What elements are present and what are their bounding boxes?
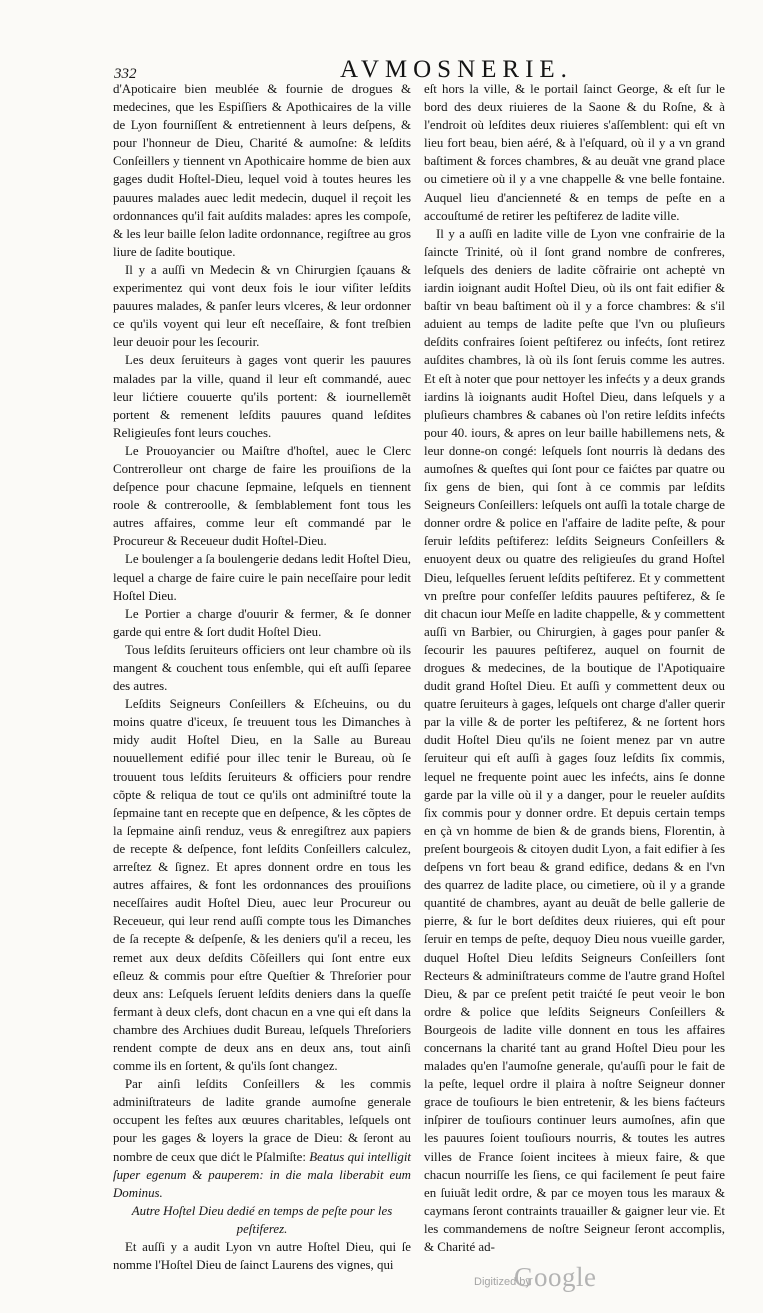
paragraph: Et auſſi y a audit Lyon vn autre Hoſtel Dieu, qui ſe nomme l'Hoſtel Dieu de ſainct Laurens des vignes, qui [113, 1240, 411, 1273]
running-title: AVMOSNERIE. [340, 56, 573, 83]
paragraph: Le Prouoyancier ou Maiſtre d'hoſtel, auec le Clerc Contrerolleur ont charge de faire les prouiſions de la deſpence pour chacune ſepmaine, leſquels en tiennent roole & contreroolle, & ſemblablement font tous les autres affaires, comme leur eſt commandé par le Procureur & Receueur dudit Hoſtel-Dieu. [113, 443, 411, 549]
paragraph: Le boulenger a ſa boulengerie dedans ledit Hoſtel Dieu, lequel a charge de faire cuire le pain neceſſaire pour ledit Hoſtel Dieu. [113, 552, 411, 603]
paragraph-text: Par ainſi leſdits Conſeillers & les commis adminiſtrateurs de ladite grande aumoſne generale occupent les feſtes aux œuures charitables, leſquels ont pour les gages & loyers la grace de Dieu: & ſeront au nombre de ceux que dićt le Pſalmiſte: [113, 1077, 411, 1164]
paragraph: Il y a auſſi vn Medecin & vn Chirurgien ſçauans & experimentez qui vont deux fois le iour viſiter leſdits pauures malades, & panſer leurs vlceres, & leur ordonner ce qu'ils voyent qui leur eſt neceſſaire, & font treſbien leur deuoir pour les ſecourir. [113, 262, 411, 350]
digitized-by-google-watermark [474, 1262, 634, 1302]
section-heading: Autre Hoſtel Dieu dedié en temps de peſte pour les peſtiferez. [131, 1203, 393, 1236]
paragraph: Les deux ſeruiteurs à gages vont querir les pauures malades par la ville, quand il leur eſt commandé, auec leur lićtiere couuerte qu'ils portent: & iournellemẽt portent & remenent leſdits pauures quand leſdites Religieuſes font leurs couches. [113, 353, 411, 440]
paragraph: Le Portier a charge d'ouurir & fermer, & ſe donner garde qui entre & ſort dudit Hoſtel Dieu. [113, 606, 411, 639]
left-column [113, 80, 411, 1273]
paragraph: d'Apoticaire bien meublée & fournie de drogues & medecines, que les Espiſſiers & Apothicaires de la ville de Lyon fourniſſent & entretiennent à leurs deſpens, & pour l'honneur de Dieu, Charité & aumoſne: & leſdits Conſeillers y tiennent vn Apothicaire homme de bien aux gages dudit Hoſtel-Dieu, lequel void à toutes heures les pauures malades auec ledit medecin, duquel il reçoit les ordonnances qu'il fait auſdits malades: apres les compoſe, & les leur baille ſelon ladite ordonnance, regiſtree au gros liure de ſadite boutique. [113, 82, 411, 259]
paragraph [113, 1075, 411, 1202]
digitized-by-label: Digitized by [474, 1276, 531, 1288]
paragraph: Tous leſdits ſeruiteurs officiers ont leur chambre où ils mangent & couchent tous enſemble, qui eſt auſſi ſeparee des autres. [113, 642, 411, 694]
paragraph: eſt hors la ville, & le portail ſainct George, & eſt ſur le bord des deux riuieres de la Saone & du Roſne, & à l'endroit où leſdites deux riuieres s'aſſemblent: qui eſt vn lieu fort beau, bien aéré, & à l'eſquard, où il y a vn grand baſtiment & forces chambres, & au deuãt vne grand place ou cimetiere où il y a vne chappelle & vne belle fontaine. Auquel lieu d'ancienneté & en temps de peſte en a accouſtumé de retirer les peſtiferez de ladite ville. [424, 82, 725, 223]
google-logo: Google [514, 1262, 597, 1292]
page-number: 332 [114, 66, 137, 82]
latin-quote: Beatus qui intelligit ſuper egenum & pauperem: in die mala liberabit eum Dominus. [113, 1149, 411, 1200]
right-column [424, 80, 725, 1254]
paragraph: Il y a auſſi en ladite ville de Lyon vne confrairie de la ſaincte Trinité, où il ſont grand nombre de confreres, leſquels des deniers de ladite cõfrairie ont acheptė vn iardin ioignant audit Hoſtel Dieu, où ils ont fait edifier & baſtir vn beau baſtiment où il y a force chambres: & s'il aduient au temps de ladite peſte que l'vn ou pluſieurs deſdits confraires ſoient peſtiferez ou infećts, ſont retirez auſdites chambres, là où ils ſont ſeruis comme les autres. Et eſt à noter que pour nettoyer les infećts y a deux grands iardins là ioignants audit Hoſtel Dieu, dans leſquels y a pluſieurs chambres & cabanes où l'on retire leſdits infećts pour 40. iours, & apres on leur baille habillemens nets, & leur donne-on congé: leſquels ſont nourris là dedans des aumoſnes & queſtes qui ſont pour ce faićtes par quatre ou ſix gens de bien, qui ſont à ce commis par leſdits Seigneurs Conſeillers: leſquels ont auſſi la totale charge de donner ordre & police en l'affaire de ladite peſte, & pour ſeruir leſdits peſtiferez: leſdits Seigneurs Conſeillers & enuoyent deux ou quatre des religieuſes du grand Hoſtel Dieu, leſquelles ſeruent leſdits peſtiferez. Et y commettent vn preſtre pour confeſſer leſdits pauures peſtiferez, & ſe dit chacun iour Meſſe en ladite chappelle, & y commettent auſſi vn Barbier, ou Chirurgien, à gages pour panſer & ſecourir les pauures peſtiferez, auquel on fournit de drogues & medecines, de la boutique de l'Apotiquaire dudit grand Hoſtel Dieu. Et auſſi y commettent deux ou quatre ſeruiteurs à gages, leſquels ont charge d'aller querir par la ville & de porter les peſtiferez, & ne ſortent hors dudit Hoſtel Dieu qu'ils ne ſoient menez par vn autre ſeruiteur qui eſt auſſi à gages ſouz leſdits ſix commis, lequel ne frequente point auec les infećts, ains ſe donne garde par la ville où il y a danger, pour le reueler auſdits ſix commis pour y donner ordre. Et depuis certain temps en çà vn homme de bien & de grands biens, Florentin, à preſent bourgeois & citoyen dudit Lyon, a fait edifier à ſes deſpens vn fort beau & grand edifice, dedans & en l'vn des quarrez de ladite place, ou cimetiere, où il y a grande quantité de chambres, ayant au deuãt de belle gallerie de pierre, & ſur le bort deſdites deux riuieres, qui eſt pour ſeruir en temps de peſte, dequoy Dieu nous vueille garder, duquel Hoſtel Dieu leſdits Seigneurs Conſeillers ſont Recteurs & adminiſtrateurs comme de l'autre grand Hoſtel Dieu, & par ce preſent petit traićté ſe peut veoir le bon ordre & police que leſdits Seigneurs Conſeillers & Bourgeois de ladite ville donnent en tous les affaires concernans la charité tant au grand Hoſtel Dieu pour les malades qu'en l'aumoſne generale, qu'auſſi pour le fait de la peſte, lequel ordre il plaira à noſtre Seigneur donner grace de touſiours le bien entretenir, & les biens faćteurs inſpirer de touſiours continuer leurs aumoſnes, afin que les pauures ſoient touſiours nourris, & toutes les autres villes de France ſoient incitees à mieux faire, & que chacun nourriſſe les ſiens, ce qui facilement ſe peut faire en ſuiuãt ledit ordre, & par ce moyen tous les maraux & caymans ſeront contraints trauailler & gaigner leur vie. Et les commandemens de noſtre Seigneur ſeront accomplis, & Charité ad- [424, 226, 725, 1254]
paragraph: Leſdits Seigneurs Conſeillers & Eſcheuins, ou du moins quatre d'iceux, ſe treuuent tous les Dimanches à midy audit Hoſtel Dieu, en la Salle au Bureau nouuellement edifié pour illec tenir le Bureau, où ſe trouuent tous leſdits ſeruiteurs & officiers pour rendre cõpte & reliqua de tout ce qu'ils ont adminiſtré toute la ſepmaine tant en recepte que en deſpence, & les cõptes de la ſepmaine ainſi renduz, veus & enregiſtrez aux papiers de recepte & deſpence, font leſdits Conſeillers calculez, arreſtez & ſignez. Et apres donnent ordre en tous les autres affaires, & font les ordonnances des prouiſions neceſſaires audit Hoſtel Dieu, auec leur Procureur ou Receueur, qui leur rend auſſi compte tous les Dimanches de ſa recepte & deſpenſe, & les deniers qu'il a receu, les remet aux deux deſdits Cõſeillers qui ſont entre eux eſleuz & commis pour eſtre Queſtier & Threſorier pour deux ans: Leſquels ſeruent leſdits deniers dans la queſſe fermant à deux clefs, dont chacun en a vne qui eſt dans la chambre des Archiues dudit Bureau, leſquels Threſoriers rendent compte de deux ans en deux ans, tout ainſi comme ils en ſortent, & qu'ils ſont changez. [113, 697, 411, 1074]
